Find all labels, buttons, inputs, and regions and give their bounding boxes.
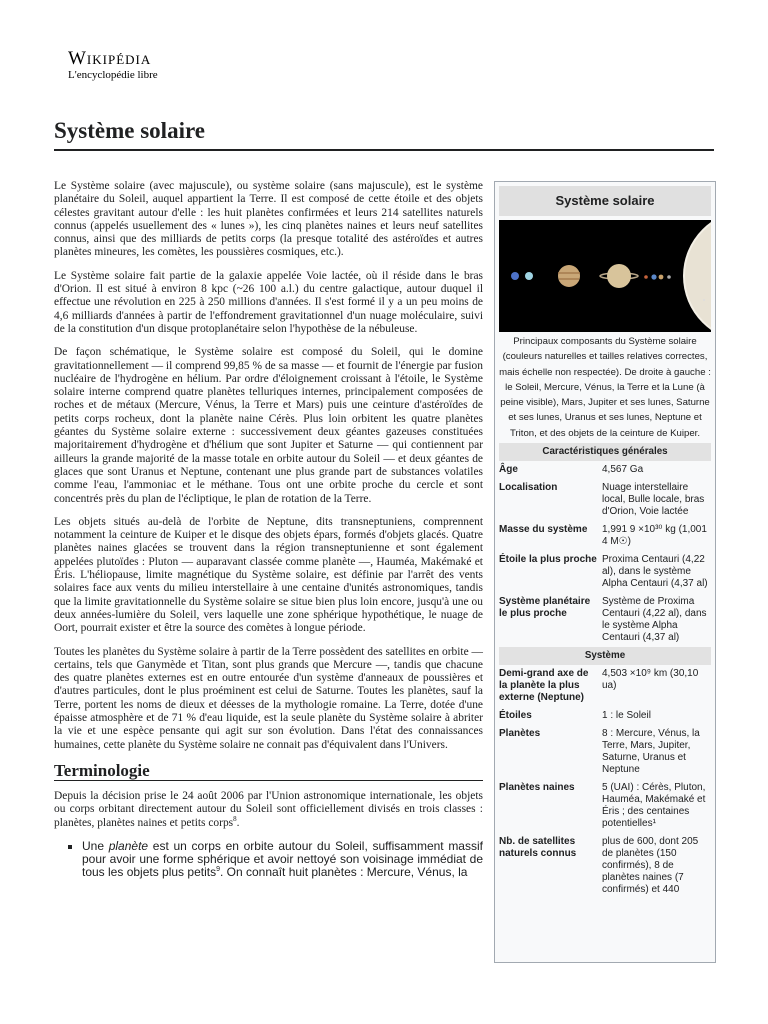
infobox-row-age: [499, 461, 711, 479]
row-label: Système planétaire le plus proche: [499, 596, 591, 620]
infobox: [494, 181, 716, 963]
bullet-text-3: . On connaît huit planètes : Mercure, Vénus, la: [219, 865, 468, 880]
row-value[interactable]: Proxima Centauri (4,22 al), dans le système Alpha Centauri (4,37 al): [602, 554, 708, 590]
row-label: Planètes: [499, 728, 541, 740]
list-item: [82, 840, 483, 880]
infobox-title: Système solaire: [499, 186, 711, 216]
page-title: Système solaire: [54, 118, 714, 151]
infobox-section-systeme: Système: [499, 647, 711, 665]
row-value: plus de 600, dont 205 de planètes (150 confirmés), 8 de planètes naines (7 confirmés) et 440: [602, 836, 699, 896]
intro-paragraph-4: Les objets situés au-delà de l'orbite de Neptune, dits transneptuniens, comprennent notamment la ceinture de Kuiper et le disque des objets épars, formés d'objets glacés. Quatre planètes naines glacées se trouvent dans la région transneptunienne et sont également appelées plutoïdes : Pluton — auparavant classée comme planète —, Hauméa, Makémaké et Éris. L'héliopause, limite magnétique du Système solaire, est définie par l'arrêt des vents solaires face aux vents du milieu interstellaire à une centaine d'unités astronomiques, tandis que la limite gravitationnelle du Système solaire se situe bien plus loin encore, jusqu'à une ou deux années-lumière du Soleil, vers laquelle une zone sphérique hypothétique, le nuage de Oort, pourrait exister et être la source des comètes à longue période.: [54, 515, 483, 635]
infobox-row-etoiles: [499, 707, 711, 725]
row-value[interactable]: 8 : Mercure, Vénus, la Terre, Mars, Jupiter, Saturne, Uranus et Neptune: [602, 728, 700, 776]
intro-paragraph-5: Toutes les planètes du Système solaire à partir de la Terre possèdent des satellites en orbite — certains, tels que Ganymède et Titan, sont plus grands que Mercure —, tandis que chacune des quatre planètes externes est en outre entourée d'un système d'anneaux de poussières et d'autres particules, dont le plus proéminent est celui de Saturne. Toutes les planètes, sauf la Terre, portent les noms de dieux et déesses de la mythologie romaine. La Terre, dotée d'une épaisse atmosphère et de 71 % d'eau liquide, est la seule planète du Système solaire à abriter la vie et une espèce pensante qui agit sur son évolution. Dans l'état des connaissances humaines, cette planète du Système solaire ne connait pas d'équivalent dans l'Univers.: [54, 645, 483, 751]
row-label: Planètes naines: [499, 782, 575, 794]
row-value: 4,503 ×10⁹ km (30,10 ua): [602, 668, 699, 692]
row-label: Demi-grand axe de la planète la plus externe (Neptune): [499, 668, 589, 704]
logo-wordmark: Wikipédia: [68, 48, 152, 69]
row-label: Âge: [499, 464, 518, 476]
infobox-row-etoile-proche: [499, 551, 711, 593]
infobox-row-systeme-proche: [499, 593, 711, 647]
solar-system-image[interactable]: [499, 220, 711, 332]
row-label: Étoiles: [499, 710, 532, 722]
bullet-text-1: Une: [82, 839, 109, 854]
row-value[interactable]: 5 (UAI) : Cérès, Pluton, Hauméa, Makémaké et Éris ; des centaines potentielles¹: [602, 782, 706, 830]
row-value: 4,567 Ga: [602, 464, 644, 476]
reference-8[interactable]: 8: [233, 814, 237, 823]
bullet-emphasis: planète: [108, 839, 149, 854]
wikipedia-logo[interactable]: [68, 48, 158, 81]
row-label: Étoile la plus proche: [499, 554, 597, 566]
infobox-row-planetes-naines: [499, 779, 711, 833]
row-value[interactable]: Système de Proxima Centauri (4,22 al), dans le système Alpha Centauri (4,37 al): [602, 596, 707, 644]
image-caption: Principaux composants du Système solaire (couleurs naturelles et tailles relatives correctes, mais échelle non respectée). De droite à gauche : le Soleil, Mercure, Vénus, la Terre et la Lune (à peine visible), Mars, Jupiter et ses lunes, Saturne et ses lunes, Uranus et ses lunes, Neptune et Triton, et des objets de la ceinture de Kuiper.: [499, 336, 711, 439]
solar-system-illustration: [499, 220, 711, 332]
terminology-text: Depuis la décision prise le 24 août 2006 par l'Union astronomique internationale, les objets ou corps orbitant directement autour du Soleil sont officiellement divisés en trois classes : planètes, planètes naines et petits corps: [54, 790, 483, 829]
reference-9[interactable]: 9: [216, 866, 220, 874]
infobox-row-masse: [499, 521, 711, 551]
row-value[interactable]: Nuage interstellaire local, Bulle locale, bras d'Orion, Voie lactée: [602, 482, 705, 518]
section-heading-terminologie: Terminologie: [54, 764, 483, 781]
intro-paragraph-3: De façon schématique, le Système solaire est composé du Soleil, qui le domine gravitationnellement — il comprend 99,85 % de sa masse — et fournit de l'énergie par fusion nucléaire de l'hydrogène en hélium. Par ordre d'éloignement croissant à l'étoile, le Système solaire interne comprend quatre planètes telluriques internes, principalement composées de roches et de métaux (Mercure, Vénus, la Terre et Mars) puis une ceinture d'astéroïdes de petits corps rocheux, dont la planète naine Cérès. Plus loin orbitent les quatre planètes géantes du Système solaire externe : successivement deux géantes gazeuses constituées majoritairement d'hydrogène et d'hélium que sont Jupiter et Saturne — qui contiennent par ailleurs la grande majorité de la masse totale en orbite autour du Soleil — et deux géantes de glaces que sont Uranus et Neptune, contenant une plus grande part de substances volatiles comme l'eau, l'ammoniac et le méthane. Tous ont une orbite proche du cercle et sont concentrés près du plan de l'écliptique, le plan de rotation de la Terre.: [54, 346, 483, 505]
row-value[interactable]: 1 : le Soleil: [602, 710, 651, 722]
intro-paragraph-1: Le Système solaire (avec majuscule), ou système solaire (sans majuscule), est le système planétaire du Soleil, auquel appartient la Terre. Il est composé de cette étoile et des objets célestes gravitant autour d'elle : les huit planètes confirmées et leurs 214 satellites naturels connus (appelés usuellement des « lunes »), les cinq planètes naines et leurs neuf satellites connus, ainsi que des milliards de petits corps (la presque totalité des astéroïdes et autres planètes mineures, les comètes, les poussières cosmiques, etc.).: [54, 180, 483, 259]
infobox-section-general: Caractéristiques générales: [499, 443, 711, 461]
bullet-text-2: est un corps en orbite autour du Soleil, suffisamment massif pour avoir une forme sphérique et avoir nettoyé son voisinage immédiat de tous les objets plus petits: [82, 839, 483, 880]
row-label: Nb. de satellites naturels connus: [499, 836, 577, 860]
article-body: [54, 180, 483, 880]
terminology-paragraph: Depuis la décision prise le 24 août 2006 par l'Union astronomique internationale, les objets ou corps orbitant directement autour du Soleil sont officiellement divisés en trois classes : planètes, planètes naines et petits corps$^8$.: [54, 790, 483, 829]
infobox-row-satellites: [499, 833, 711, 899]
terminology-list: [54, 840, 483, 880]
intro-paragraph-2: Le Système solaire fait partie de la galaxie appelée Voie lactée, où il réside dans le bras d'Orion. Il est situé à environ 8 kpc (~26 100 a.l.) du centre galactique, autour duquel il effectue une révolution en 225 à 250 millions d'années. Il s'est formé il y a un peu moins de 4,6 milliards d'années à partir de l'effondrement gravitationnel d'un nuage moléculaire, suivi de la constitution d'un disque protoplanétaire selon l'hypothèse de la nébuleuse.: [54, 269, 483, 335]
infobox-row-demi-grand-axe: [499, 665, 711, 707]
row-label: Masse du système: [499, 524, 588, 536]
infobox-row-planetes: [499, 725, 711, 779]
row-label: Localisation: [499, 482, 558, 494]
logo-tagline: L'encyclopédie libre: [68, 69, 158, 81]
row-value: 1,991 9 ×10³⁰ kg (1,001 4 M☉): [602, 524, 707, 548]
infobox-row-localisation: [499, 479, 711, 521]
